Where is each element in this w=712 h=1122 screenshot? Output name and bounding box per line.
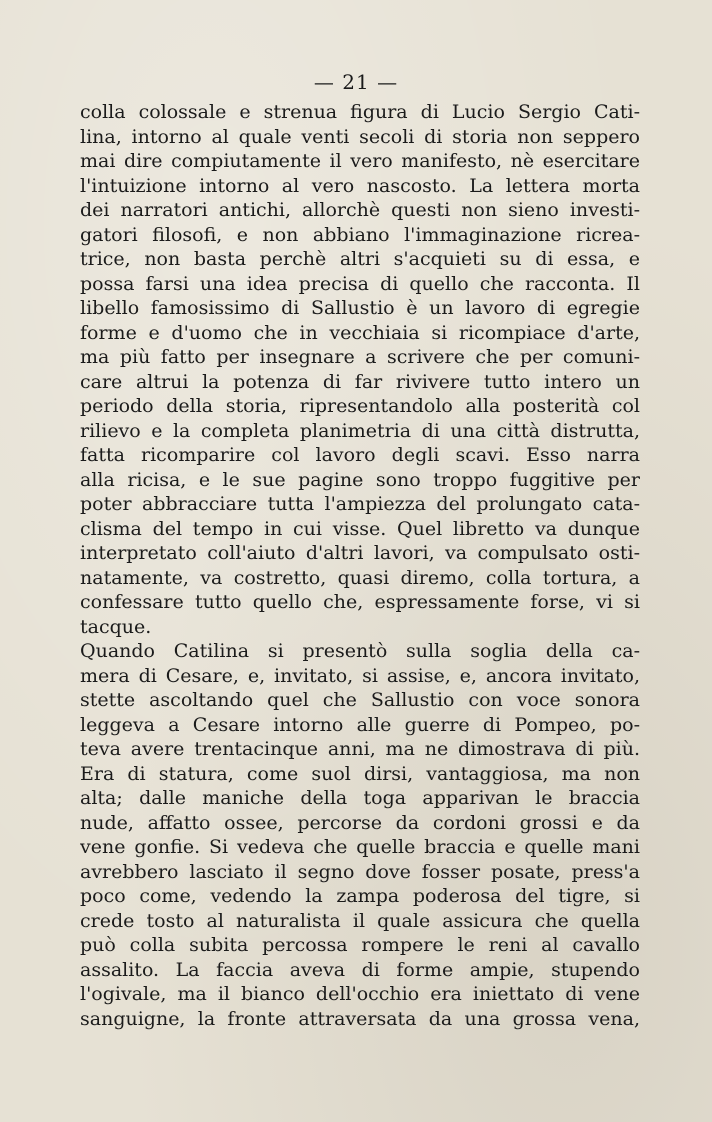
text-line: trice, non basta perchè altri s'acquieti su di essa, e	[80, 248, 640, 270]
text-line: mera di Cesare, e, invitato, si assise, e, ancora invitato,	[80, 664, 640, 687]
text-line: può colla subita percossa rompere le reni al cavallo	[80, 934, 640, 956]
text-line: forme e d'uomo che in vecchiaia si ricompiace d'arte,	[80, 321, 640, 344]
text-line: alla ricisa, e le sue pagine sono troppo fuggitive per	[80, 468, 640, 491]
page-number: — 21 —	[313, 70, 399, 94]
text-line: nude, affatto ossee, percorse da cordoni grossi e da	[80, 811, 640, 834]
text-line: stette ascoltando quel che Sallustio con voce sonora	[80, 689, 640, 711]
text-line: l'ogivale, ma il bianco dell'occhio era iniettato di vene	[80, 983, 640, 1005]
text-line: l'intuizione intorno al vero nascosto. La lettera morta	[80, 174, 640, 197]
body-text	[80, 100, 640, 1031]
text-line: crede tosto al naturalista il quale assicura che quella	[80, 909, 640, 932]
text-line: confessare tutto quello che, espressamente forse, vi si	[80, 591, 640, 613]
text-line: Quando Catilina si presentò sulla soglia della ca-	[80, 640, 640, 662]
text-line: interpretato coll'aiuto d'altri lavori, va compulsato osti-	[80, 542, 640, 564]
text-line: poco come, vedendo la zampa poderosa del tigre, si	[80, 885, 640, 907]
text-line: Era di statura, come suol dirsi, vantaggiosa, ma non	[80, 762, 640, 785]
text-line: possa farsi una idea precisa di quello che racconta. Il	[80, 272, 640, 295]
text-line: alta; dalle maniche della toga apparivan le braccia	[80, 787, 640, 809]
text-line: vene gonfie. Si vedeva che quelle braccia e quelle mani	[80, 836, 640, 858]
text-line: periodo della storia, ripresentandolo alla posterità col	[80, 395, 640, 417]
text-line: poter abbracciare tutta l'ampiezza del prolungato cata-	[80, 493, 640, 515]
text-line: sanguigne, la fronte attraversata da una grossa vena,	[80, 1007, 640, 1030]
text-line: clisma del tempo in cui visse. Quel libretto va dunque	[80, 517, 640, 540]
text-line: assalito. La faccia aveva di forme ampie, stupendo	[80, 958, 640, 981]
text-line: mai dire compiutamente il vero manifesto, nè esercitare	[80, 150, 640, 172]
text-line: colla colossale e strenua figura di Lucio Sergio Cati-	[80, 101, 640, 123]
text-line: leggeva a Cesare intorno alle guerre di Pompeo, po-	[80, 713, 640, 736]
text-line: rilievo e la completa planimetria di una città distrutta,	[80, 419, 640, 442]
text-line: care altrui la potenza di far rivivere tutto intero un	[80, 370, 640, 393]
text-line: natamente, va costretto, quasi diremo, colla tortura, a	[80, 566, 640, 589]
text-line: tacque.	[80, 615, 152, 638]
text-line: dei narratori antichi, allorchè questi non sieno investi-	[80, 199, 640, 221]
text-line: libello famosissimo di Sallustio è un lavoro di egregie	[80, 297, 640, 319]
text-line: avrebbero lasciato il segno dove fosser posate, press'a	[80, 860, 640, 883]
text-line: gatori filosofi, e non abbiano l'immaginazione ricrea-	[80, 223, 640, 246]
text-line: fatta ricomparire col lavoro degli scavi. Esso narra	[80, 444, 640, 466]
text-line: ma più fatto per insegnare a scrivere che per comuni-	[80, 346, 640, 368]
text-line: teva avere trentacinque anni, ma ne dimostrava di più.	[80, 738, 640, 760]
text-line: lina, intorno al quale venti secoli di storia non seppero	[80, 125, 640, 148]
